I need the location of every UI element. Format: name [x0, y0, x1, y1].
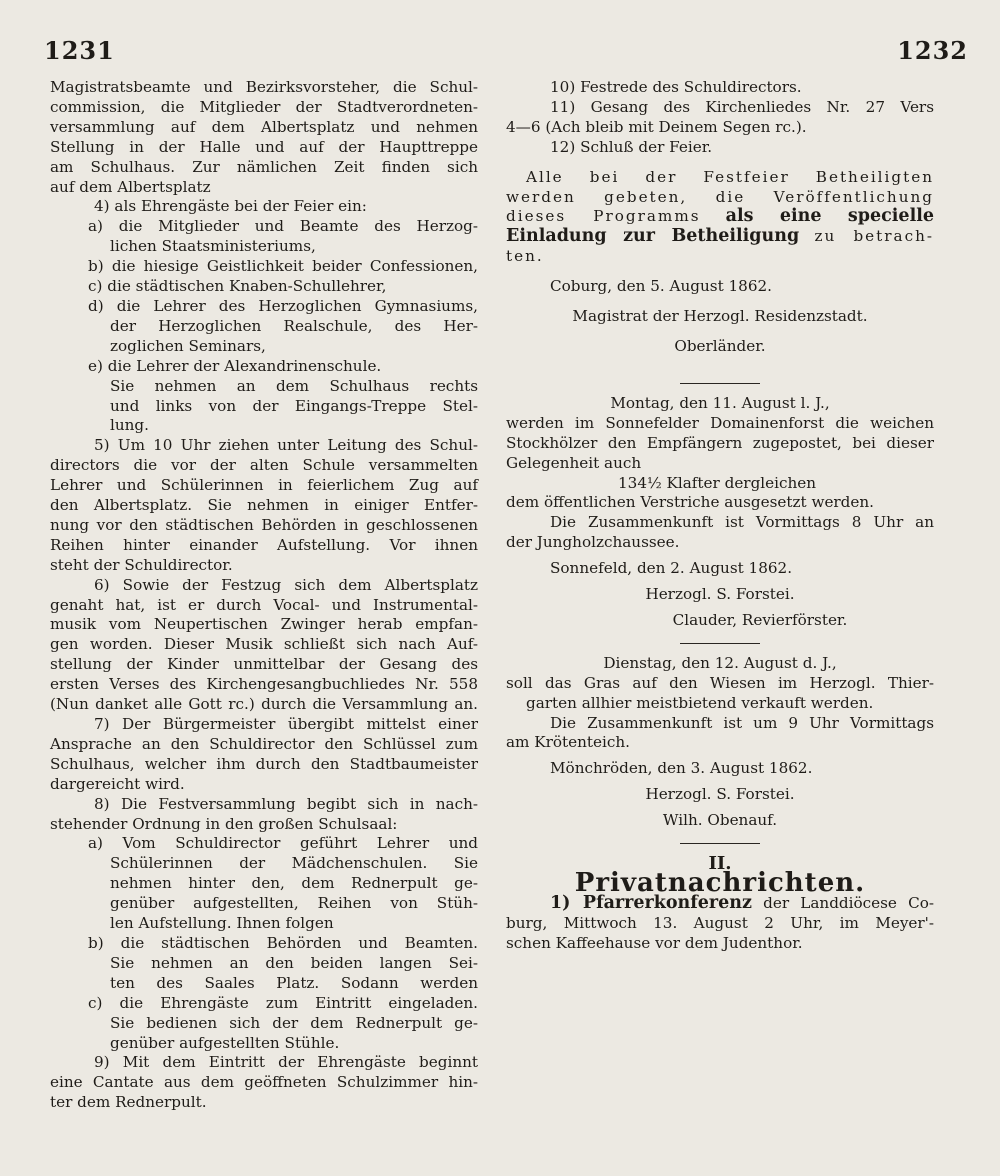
notice-line: werden im Sonnefelder Domainenforst die weichen: [506, 413, 934, 432]
program-item: 11) Gesang des Kirchenliedes Nr. 27 Vers: [550, 97, 934, 116]
right-column: [506, 78, 934, 954]
text-line: genüber aufgestellten Stühle.: [110, 1033, 340, 1052]
notice-signature: Oberländer.: [674, 336, 766, 355]
notice-line: 134½ Klafter dergleichen: [618, 473, 817, 492]
text-line: Reihen hinter einander Aufstellung. Vor ihnen: [50, 535, 478, 554]
text-line: versammlung auf dem Albertsplatz und nehmen: [50, 117, 478, 136]
text-line: Ansprache an den Schuldirector den Schlüssel zum: [50, 734, 478, 753]
notice-signature: Clauder, Revierförster.: [672, 610, 848, 629]
notice-line: der Jungholzchaussee.: [506, 533, 680, 552]
text-line: c) die Ehrengäste zum Eintritt eingeladen.: [88, 993, 478, 1012]
text-line: 4) als Ehrengäste bei der Feier ein:: [94, 197, 367, 216]
text-line: gen worden. Dieser Musik schließt sich nach Auf-: [50, 635, 478, 654]
program-item: 4—6 (Ach bleib mit Deinem Segen rc.).: [506, 117, 807, 136]
notice-place-date: Coburg, den 5. August 1862.: [550, 277, 772, 296]
text-line: lichen Staatsministeriums,: [110, 237, 316, 256]
text-line: c) die städtischen Knaben-Schullehrer,: [88, 277, 387, 296]
invitation-emphasis: Einladung zur Betheiligung: [506, 226, 800, 247]
text-line: und links von der Eingangs-Treppe Stel-: [110, 396, 478, 415]
text-line: der Herzoglichen Realschule, des Her-: [110, 316, 478, 335]
text-line: Sie nehmen an dem Schulhaus rechts: [110, 376, 478, 395]
left-column: [50, 78, 478, 1113]
notice-place-date: Mönchröden, den 3. August 1862.: [550, 759, 813, 778]
notice-line: Stockhölzer den Empfängern zugepostet, bei dieser: [506, 433, 934, 452]
text-line: Schülerinnen der Mädchenschulen. Sie: [110, 854, 478, 873]
private-notice-line: burg, Mittwoch 13. August 2 Uhr, im Meyer'-: [506, 913, 934, 932]
text-line: steht der Schuldirector.: [50, 555, 233, 574]
notice-signature: Wilh. Obenauf.: [662, 811, 778, 830]
text-line: am Schulhaus. Zur nämlichen Zeit finden sich: [50, 157, 478, 176]
page-number-right: 1232: [897, 36, 968, 65]
text-line: directors die vor der alten Schule versammelten: [50, 456, 478, 475]
notice-line: Die Zusammenkunft ist um 9 Uhr Vormittags: [550, 713, 934, 732]
text-line: eine Cantate aus dem geöffneten Schulzimmer hin-: [50, 1073, 478, 1092]
text-line: Sie nehmen an den beiden langen Sei-: [110, 953, 478, 972]
notice-place-date: Sonnefeld, den 2. August 1862.: [550, 559, 793, 578]
text-line: Schulhaus, welcher ihm durch den Stadtbaumeister: [50, 754, 478, 773]
text-line: genaht hat, ist er durch Vocal- und Instrumental-: [50, 595, 478, 614]
text-line: a) die Mitglieder und Beamte des Herzog-: [88, 217, 478, 236]
text-line: dargereicht wird.: [50, 774, 185, 793]
invitation-line-mixed: [506, 207, 934, 227]
text-line: lung.: [110, 416, 149, 435]
notice-authority: Herzogl. S. Forstei.: [645, 585, 795, 604]
invitation-text: dieses Programms: [506, 207, 701, 226]
notice-line: dem öffentlichen Verstriche ausgesetzt werden.: [506, 493, 875, 512]
separator-rule: [680, 643, 760, 644]
notice-line: soll das Gras auf den Wiesen im Herzogl. Thier-: [506, 673, 934, 692]
notice-line: am Krötenteich.: [506, 733, 630, 752]
invitation-text: zu betrach-: [814, 227, 934, 246]
text-line: 5) Um 10 Uhr ziehen unter Leitung des Schul-: [94, 436, 478, 455]
notice-authority: Magistrat der Herzogl. Residenzstadt.: [572, 307, 868, 326]
text-line: genüber aufgestellten, Reihen von Stüh-: [110, 894, 478, 913]
text-line: nung vor den städtischen Behörden in geschlossenen: [50, 515, 478, 534]
text-line: den Albertsplatz. Sie nehmen in einiger Entfer-: [50, 496, 478, 515]
separator-rule: [680, 843, 760, 844]
text-line: Magistratsbeamte und Bezirksvorsteher, die Schul-: [50, 78, 478, 96]
text-line: Lehrer und Schülerinnen in feierlichem Zug auf: [50, 476, 478, 495]
text-line: Sie bedienen sich der dem Rednerpult ge-: [110, 1013, 478, 1032]
text-line: a) Vom Schuldirector geführt Lehrer und: [88, 834, 478, 853]
invitation-line: werden gebeten, die Veröffentlichung: [506, 187, 934, 206]
text-line: b) die hiesige Geistlichkeit beider Confessionen,: [88, 257, 478, 276]
notice-line: garten allhier meistbietend verkauft werden.: [526, 693, 874, 712]
text-line: 7) Der Bürgermeister übergibt mittelst einer: [94, 715, 478, 733]
text-line: len Aufstellung. Ihnen folgen: [110, 914, 334, 933]
text-line: b) die städtischen Behörden und Beamten.: [88, 933, 478, 952]
invitation-line-mixed: [506, 227, 934, 247]
notice-date-heading: Montag, den 11. August l. J.,: [610, 393, 830, 412]
program-item: 12) Schluß der Feier.: [550, 137, 713, 156]
invitation-line: Alle bei der Festfeier Betheiligten: [526, 167, 934, 186]
text-line: d) die Lehrer des Herzoglichen Gymnasiums,: [88, 296, 478, 315]
private-notice-heading: 1) Pfarrerkonferenz: [550, 892, 752, 913]
private-notice-text: der Landdiöcese Co-: [763, 893, 934, 912]
notice-line: Gelegenheit auch: [506, 453, 642, 472]
invitation-line: ten.: [506, 247, 544, 266]
text-line: 6) Sowie der Festzug sich dem Albertsplatz: [94, 575, 478, 594]
invitation-emphasis: als eine specielle: [725, 206, 934, 227]
text-line: stehender Ordnung in den großen Schulsaal:: [50, 814, 398, 833]
text-line: zoglichen Seminars,: [110, 336, 266, 355]
text-line: ten des Saales Platz. Sodann werden: [110, 973, 478, 992]
text-line: commission, die Mitglieder der Stadtverordneten-: [50, 97, 478, 116]
page-number-left: 1231: [44, 36, 115, 65]
text-line: (Nun danket alle Gott rc.) durch die Versammlung an.: [50, 695, 478, 714]
separator-rule: [680, 383, 760, 384]
text-line: 9) Mit dem Eintritt der Ehrengäste beginnt: [94, 1053, 478, 1072]
text-line: nehmen hinter den, dem Rednerpult ge-: [110, 874, 478, 893]
section-title: Privatnachrichten.: [574, 868, 866, 898]
text-line: auf dem Albertsplatz: [50, 177, 211, 196]
text-line: 8) Die Festversammlung begibt sich in nach-: [94, 794, 478, 813]
program-item: 10) Festrede des Schuldirectors.: [550, 78, 802, 96]
notice-line: Die Zusammenkunft ist Vormittags 8 Uhr an: [550, 513, 934, 532]
text-line: ter dem Rednerpult.: [50, 1093, 207, 1112]
text-line: musik vom Neupertischen Zwinger herab empfan-: [50, 615, 478, 634]
text-line: stellung der Kinder unmittelbar der Gesang des: [50, 655, 478, 674]
notice-authority: Herzogl. S. Forstei.: [645, 785, 795, 804]
notice-date-heading: Dienstag, den 12. August d. J.,: [603, 653, 837, 672]
private-notice-line-mixed: [506, 894, 934, 914]
text-line: Stellung in der Halle und auf der Haupttreppe: [50, 137, 478, 156]
section-number: II.: [708, 853, 732, 875]
private-notice-line: schen Kaffeehause vor dem Judenthor.: [506, 933, 803, 952]
text-line: ersten Verses des Kirchengesangbuchliedes Nr. 558: [50, 675, 478, 694]
text-line: e) die Lehrer der Alexandrinenschule.: [88, 356, 382, 375]
